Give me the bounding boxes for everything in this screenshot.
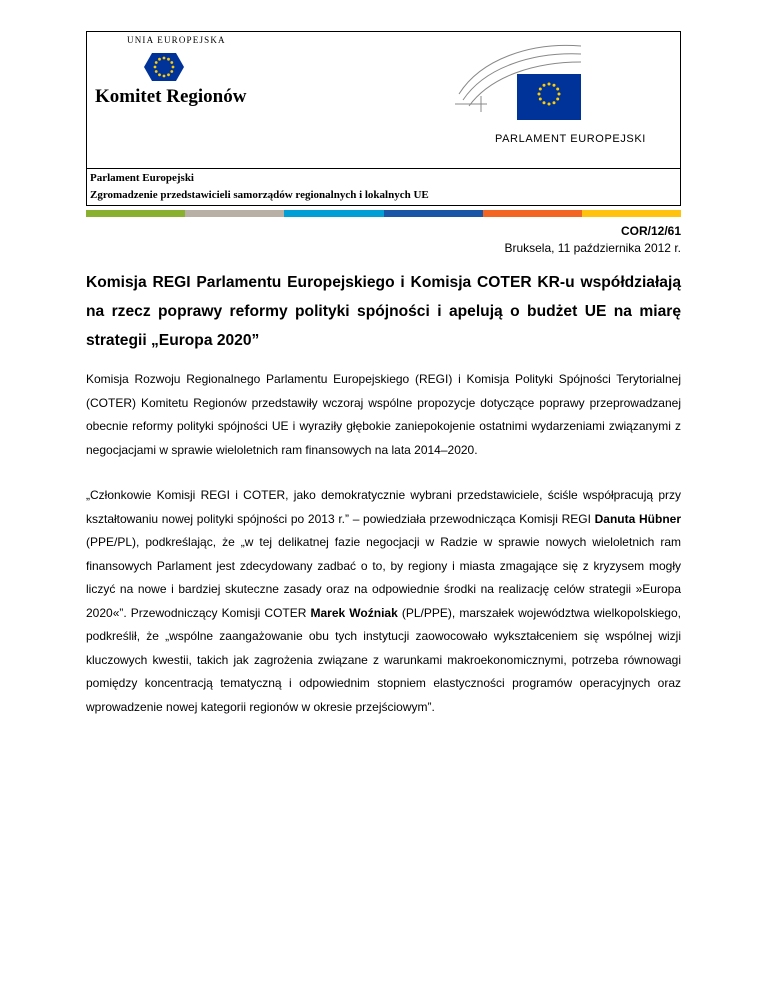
- body-paragraph-2: [86, 484, 681, 719]
- press-release-headline: Komisja REGI Parlamentu Europejskiego i Komisja COTER KR-u współdziałają na rzecz poprawy reformy polityki spójności i apelują o budżet UE na miarę strategii „Europa 2020”: [86, 274, 681, 349]
- paragraph-2-text-3: (PL/PPE), marszałek województwa wielkopolskiego, podkreślił, że „wspólne zaangażowanie obu tych instytucji zaowocowało wykształceniem się wspólnej wizji kluczowych kwestii, takich jak zagrożenia związane z warunkami makroekonomicznymi, potrzeba równowagi pomiędzy koncentracją tematyczną i odpowiednim stopniem elastyczności programów operacyjnych oraz wprowadzenie nowej kategorii regionów w okresie przejściowym”.: [86, 605, 681, 714]
- letterhead: [86, 31, 681, 206]
- person-name-wozniak: Marek Woźniak: [310, 605, 398, 620]
- color-stripe-segment-1: [86, 210, 185, 217]
- header-divider: [87, 168, 680, 169]
- color-stripe-segment-4: [384, 210, 483, 217]
- reference-block: [504, 223, 681, 257]
- ep-name-label: PARLAMENT EUROPEJSKI: [495, 133, 646, 145]
- color-stripe-segment-2: [185, 210, 284, 217]
- color-stripe-segment-6: [582, 210, 681, 217]
- cor-eu-label: UNIA EUROPEJSKA: [127, 35, 226, 45]
- color-stripe-segment-3: [284, 210, 383, 217]
- cor-title: Komitet Regionów: [95, 86, 247, 107]
- european-parliament-logo: [451, 34, 591, 132]
- reference-date: Bruksela, 11 października 2012 r.: [504, 241, 681, 255]
- reference-code: COR/12/61: [620, 224, 681, 238]
- color-stripe: [86, 210, 681, 217]
- body-paragraph-1: Komisja Rozwoju Regionalnego Parlamentu Europejskiego (REGI) i Komisja Polityki Spójności Terytorialnej (COTER) Komitetu Regionów przedstawiły wczoraj wspólne propozycje dotyczące poprawy przeprowadzanej obecnie reformy polityki spójności UE i wyraziły głębokie zaniepokojenie ostatnimi wydarzeniami związanymi z negocjacjami w sprawie wieloletnich ram finansowych na lata 2014–2020.: [86, 372, 681, 457]
- person-name-hubner: Danuta Hübner: [594, 511, 681, 526]
- paragraph-2-text-1: „Członkowie Komisji REGI i COTER, jako demokratycznie wybrani przedstawiciele, ściśle współpracują przy kształtowaniu nowej polityki spójności po 2013 r.” – powiedziała przewodnicząca Komisji REGI: [86, 488, 681, 526]
- paragraph-2-text-2: (PPE/PL), podkreślając, że „w tej delikatnej fazie negocjacji w Radzie w sprawie nowych wieloletnich ram finansowych Parlament jest zdecydowany zadbać o to, by regiony i miasta zmagające się z kryzysem mogły liczyć na nowe i bardziej skuteczne zasady oraz na odpowiednie środki na realizację celów strategii »Europa 2020«”. Przewodniczący Komisji COTER: [86, 535, 681, 620]
- org-line-2: Zgromadzenie przedstawicieli samorządów regionalnych i lokalnych UE: [90, 189, 429, 201]
- cor-eu-flag-logo: [144, 50, 184, 84]
- org-line-1: Parlament Europejski: [90, 172, 194, 184]
- color-stripe-segment-5: [483, 210, 582, 217]
